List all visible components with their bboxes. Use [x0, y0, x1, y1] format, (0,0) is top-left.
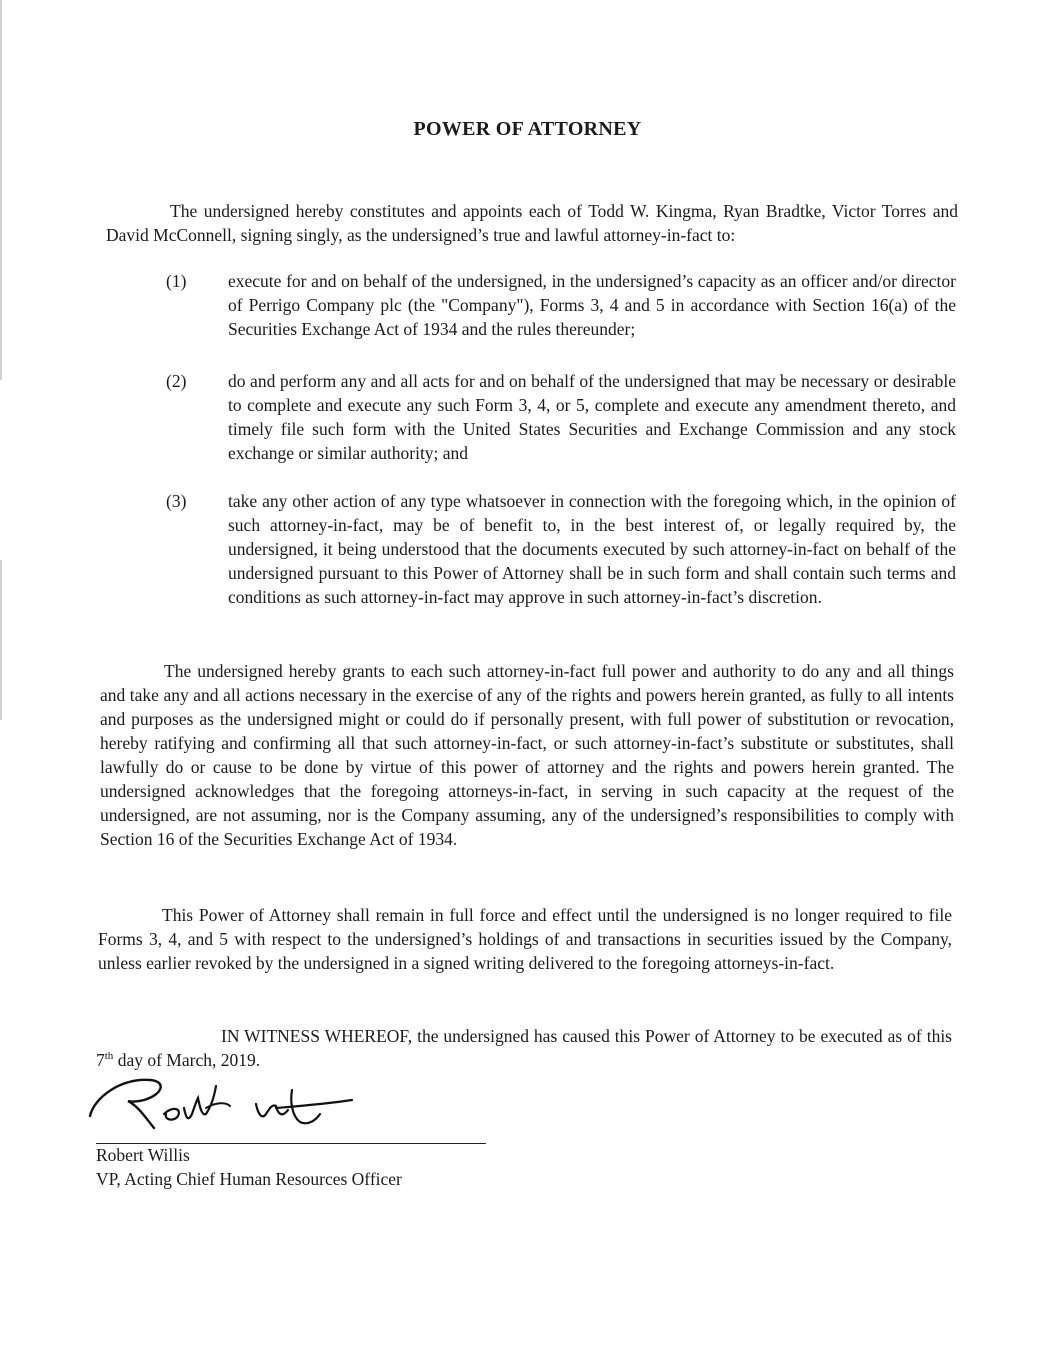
- grant-paragraph: The undersigned hereby grants to each such attorney-in-fact full power and authority to do any and all things and take any and all actions necessary in the exercise of any of the rights and powers herein granted, as fully to all intents and purposes as the undersigned might or could do if personally present, with full power of substitution or revocation, hereby ratifying and confirming all that such attorney-in-fact, or such attorney-in-fact’s substitute or substitutes, shall lawfully do or cause to be done by virtue of this power of attorney and the rights and powers herein granted. The undersigned acknowledges that the foregoing attorneys-in-fact, in serving in such capacity at the request of the undersigned, are not assuming, nor is the Company assuming, any of the undersigned’s responsibilities to comply with Section 16 of the Securities Exchange Act of 1934.: [100, 661, 954, 849]
- witness-paragraph: [96, 1024, 952, 1072]
- intro-paragraph: The undersigned hereby constitutes and appoints each of Todd W. Kingma, Ryan Bradtke, Victor Torres and David McConnell, signing singly, as the undersigned’s true and lawful attorney-in-fact to:: [106, 201, 958, 245]
- witness-text: IN WITNESS WHEREOF, the undersigned has caused this Power of Attorney to be executed as of this 7: [96, 1026, 952, 1070]
- item-number: (1): [166, 271, 187, 291]
- witness-date: day of March, 2019.: [113, 1050, 261, 1070]
- term-paragraph: This Power of Attorney shall remain in full force and effect until the undersigned is no longer required to file Forms 3, 4, and 5 with respect to the undersigned’s holdings of and transactions in securities issued by the Company, unless earlier revoked by the undersigned in a signed writing delivered to the foregoing attorneys-in-fact.: [98, 905, 952, 973]
- item-number: (3): [166, 491, 187, 511]
- scan-edge-mark: [0, 0, 2, 380]
- handwritten-signature: [80, 1068, 360, 1142]
- document-title: POWER OF ATTORNEY: [413, 118, 642, 140]
- signer-name: Robert Willis: [96, 1145, 190, 1165]
- ordinal-suffix: th: [104, 1050, 114, 1063]
- item-text: do and perform any and all acts for and on behalf of the undersigned that may be necessary or desirable to complete and execute any such Form 3, 4, or 5, complete and execute any amendment thereto, and timely file such form with the United States Securities and Exchange Commission and any stock exchange or similar authority; and: [228, 371, 956, 463]
- signer-title: VP, Acting Chief Human Resources Officer: [96, 1169, 402, 1189]
- item-number: (2): [166, 371, 187, 391]
- item-text: take any other action of any type whatsoever in connection with the foregoing which, in the opinion of such attorney-in-fact, may be of benefit to, in the best interest of, or legally required by, the undersigned, it being understood that the documents executed by such attorney-in-fact on behalf of the undersigned pursuant to this Power of Attorney shall be in such form and shall contain such terms and conditions as such attorney-in-fact may approve in such attorney-in-fact’s discretion.: [228, 491, 956, 607]
- scan-edge-mark: [0, 560, 2, 720]
- item-text: execute for and on behalf of the undersigned, in the undersigned’s capacity as an officer and/or director of Perrigo Company plc (the "Company"), Forms 3, 4 and 5 in accordance with Section 16(a) of the Securities Exchange Act of 1934 and the rules thereunder;: [228, 271, 956, 339]
